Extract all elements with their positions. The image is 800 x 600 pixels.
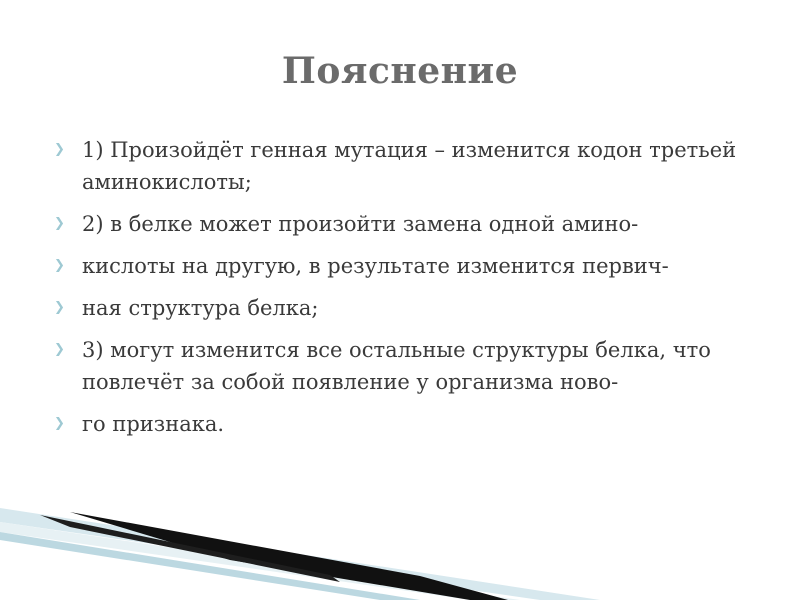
chevron-bullet-icon: ❯ [54,142,65,157]
bullet-text: 2) в белке может произойти замена одной амино- [82,212,639,236]
chevron-bullet-icon: ❯ [54,300,65,315]
bullet-list [52,134,772,450]
bullet-text: го признака. [82,412,225,436]
dark-stripe [70,512,508,600]
accent-stripe [0,532,420,600]
list-item [52,208,772,240]
list-item [52,250,772,282]
dark-stripe-thin [40,515,340,582]
chevron-bullet-icon: ❯ [54,258,65,273]
list-item [52,408,772,440]
list-item [52,292,772,324]
bullet-text: 3) могут изменится все остальные структуры белка, что повлечёт за собой появление у организма ново- [82,338,711,394]
list-item [52,134,772,198]
list-item [52,334,772,398]
bullet-text: 1) Произойдёт генная мутация – изменится кодон третьей аминокислоты; [82,138,737,194]
chevron-bullet-icon: ❯ [54,342,65,357]
light-stripe [0,508,600,600]
chevron-bullet-icon: ❯ [54,416,65,431]
slide-title: Пояснение [281,50,519,92]
light-stripe-2 [0,522,520,600]
bullet-text: ная структура белка; [82,296,319,320]
chevron-bullet-icon: ❯ [54,216,65,231]
bullet-text: кислоты на другую, в результате изменится первич- [82,254,669,278]
